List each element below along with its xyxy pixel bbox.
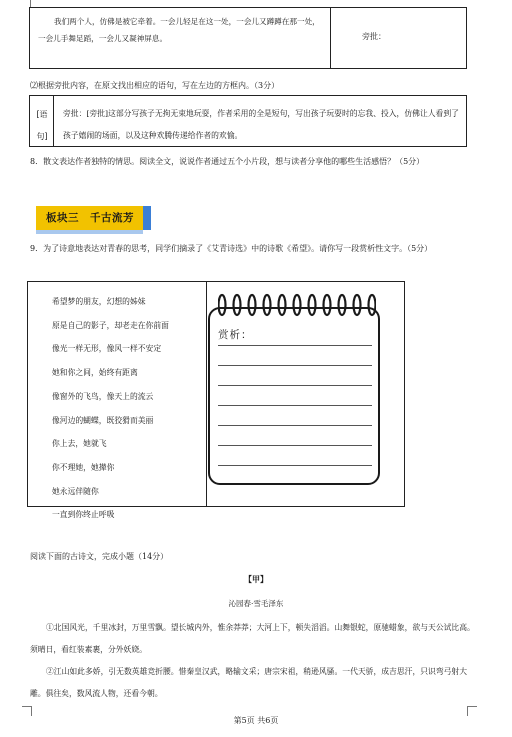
poem-line: 一直到你终止呼吸: [52, 510, 115, 520]
sentence-answer-field[interactable]: [语句]: [36, 110, 48, 141]
writing-line: [218, 425, 372, 426]
section-banner: 板块三 千古流芳: [36, 206, 151, 230]
annotation-table: [29, 95, 467, 147]
table-divider: [330, 8, 331, 68]
poem-list: [52, 290, 169, 527]
poem-line: 像窗外的飞鸟，像天上的流云: [52, 391, 154, 401]
poem-line: 她和你之间，始终有距离: [52, 368, 138, 378]
question-9: 9．为了诗意地表达对青春的思考，同学们摘录了《艾青诗选》中的诗歌《希望》。请你写一段赏析性文字。（5分）: [30, 244, 433, 253]
question-2: ⑵根据旁批内容，在原文找出相应的语句，写在左边的方框内。（3分）: [30, 81, 280, 90]
poem-line: 你不理她，她撵你: [52, 462, 115, 472]
ci-paragraph-1: ①北国风光，千里冰封，万里雪飘。望长城内外，惟余莽莽；大河上下，顿失滔滔。山舞银蛇，原驰蜡象，欲与天公试比高。须晴日，看红装素裹，分外妖娆。: [30, 623, 475, 654]
box-divider: [206, 282, 207, 506]
notepad-rings: [218, 293, 376, 319]
poem-line: 希望梦的朋友，幻想的姊妹: [52, 297, 146, 306]
writing-line: [218, 385, 372, 386]
poem-line: 原是自己的影子，却老走在你前面: [52, 320, 169, 330]
poem-section-label: 【甲】: [244, 574, 268, 584]
annotation-text: 旁批：[旁批]这部分写孩子无拘无束地玩耍，作者采用的全是短句，写出孩子玩耍时的忘我、投入，仿佛让人看到了孩子嬉闹的场面，以及这种欢腾传递给作者的欢愉。: [63, 109, 459, 140]
poem-line: 你上去，她就飞: [52, 439, 107, 449]
notepad-title: 赏析：: [218, 329, 253, 341]
reading-intro: 阅读下面的古诗文，完成小题（14分）: [30, 552, 169, 561]
page-footer: 第5页 共6页: [233, 716, 279, 725]
poem-line: 像光一样无形，像风一样不安定: [52, 344, 162, 354]
passage-text: 我们两个人，仿佛是被它牵着。一会儿轻足在这一处，一会儿又蹲蹲在那一处，一会儿手舞足蹈，一会儿又凝神屏息。: [38, 17, 320, 43]
table-divider: [53, 96, 54, 146]
poem-line: 像河边的蝴蝶，既狡猾而美丽: [52, 415, 154, 425]
crop-mark: [467, 706, 477, 707]
poem-line: 她永远伴随你: [52, 486, 99, 496]
writing-line: [218, 365, 372, 366]
writing-line: [218, 345, 372, 346]
annotation-answer-field[interactable]: 旁批：: [362, 32, 386, 41]
appreciation-notepad[interactable]: [208, 307, 380, 485]
writing-line: [218, 405, 372, 406]
question-8: 8．散文表达作者独特的情思。阅读全文，说说作者通过五个小片段，想与读者分享他的哪些生活感悟？（5分）: [30, 157, 425, 166]
ci-paragraph-2: ②江山如此多娇，引无数英雄竞折腰。惜秦皇汉武，略输文采；唐宗宋祖，稍逊风骚。一代天骄，成吉思汗，只识弯弓射大雕。俱往矣，数风流人物，还看今朝。: [30, 667, 468, 698]
passage-table: [29, 7, 467, 69]
ci-title: 沁园春·雪毛泽东: [228, 599, 284, 608]
writing-line: [218, 465, 372, 466]
writing-line: [218, 445, 372, 446]
banner-underline: [36, 230, 143, 234]
